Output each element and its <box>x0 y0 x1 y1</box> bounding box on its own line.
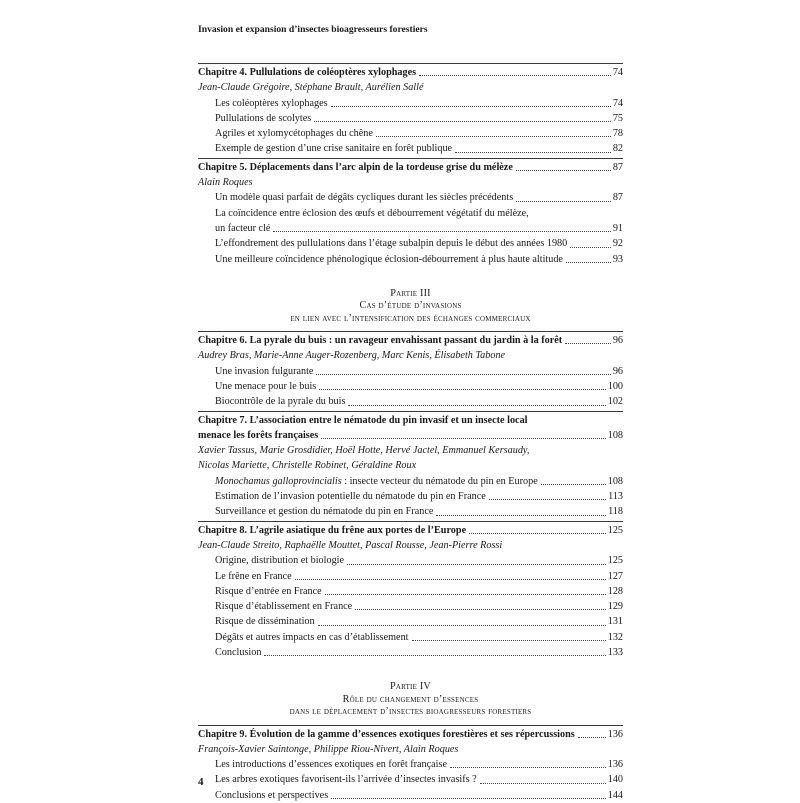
chapter-6 <box>198 331 623 409</box>
toc-entry[interactable] <box>198 599 623 614</box>
toc-entry-page: 136 <box>607 759 623 771</box>
toc-entry-title: Une menace pour le buis <box>215 380 317 392</box>
toc-entry-page: 128 <box>607 585 623 597</box>
toc-entry-title: Le frêne en France <box>215 570 292 582</box>
leader-dots <box>264 655 605 656</box>
running-head: Invasion et expansion d’insectes bioagresseurs forestiers <box>198 24 428 35</box>
toc-entry-title-rest: : insecte vecteur du nématode du pin en Europe <box>341 475 538 487</box>
toc-entry[interactable] <box>198 645 623 660</box>
page-number: 4 <box>198 776 204 788</box>
toc-entry[interactable] <box>198 141 623 156</box>
toc-entry-page: 131 <box>607 616 623 628</box>
toc-entry-title: Surveillance et gestion du nématode du pin en France <box>215 506 434 518</box>
chapter-9 <box>198 725 623 803</box>
leader-dots <box>316 374 610 375</box>
chapter-9-title: Chapitre 9. Évolution de la gamme d’essences exotiques forestières et ses répercussions <box>198 728 575 740</box>
chapter-7-title-line-2: menace les forêts françaises <box>198 429 319 441</box>
leader-dots <box>480 783 606 784</box>
toc-entry[interactable] <box>198 364 623 379</box>
chapter-7-title-line[interactable] <box>198 428 623 443</box>
toc-entry-title: Conclusion <box>215 647 262 659</box>
toc-entry-title: Pullulations de scolytes <box>215 112 312 124</box>
leader-dots <box>331 798 606 799</box>
chapter-7-title-line-1[interactable]: Chapitre 7. L’association entre le nématode du pin invasif et un insecte local <box>198 414 528 426</box>
toc-entry-title: Dégâts et autres impacts en cas d’établissement <box>215 631 409 643</box>
toc-entry-page: 74 <box>612 97 623 109</box>
toc-entry-page: 129 <box>607 601 623 613</box>
leader-dots <box>331 106 611 107</box>
toc-entry[interactable] <box>198 630 623 645</box>
chapter-5 <box>198 158 623 267</box>
toc-entry-page: 100 <box>607 380 623 392</box>
toc-entry-title: Biocontrôle de la pyrale du buis <box>215 396 346 408</box>
toc-entry[interactable] <box>198 111 623 126</box>
chapter-6-authors: Audrey Bras, Marie-Anne Auger-Rozenberg, Marc Kenis, Élisabeth Tabone <box>198 350 506 362</box>
toc-entry[interactable] <box>198 504 623 519</box>
toc-entry-page: 82 <box>612 143 623 155</box>
leader-dots <box>321 438 605 439</box>
toc-entry-page: 133 <box>607 647 623 659</box>
leader-dots <box>516 201 611 202</box>
part-3-heading <box>198 288 623 325</box>
toc-entry-title: Une invasion fulgurante <box>215 365 314 377</box>
chapter-7-page: 108 <box>607 429 623 441</box>
leader-dots <box>565 343 611 344</box>
leader-dots <box>319 389 605 390</box>
toc-entry-page: 91 <box>612 222 623 234</box>
part-3-label: Partie III <box>390 287 431 299</box>
toc-entry-first-line[interactable] <box>198 206 623 221</box>
toc-entry-title: Les arbres exotiques favorisent-ils l’arrivée d’insectes invasifs ? <box>215 774 477 786</box>
leader-dots <box>355 609 606 610</box>
leader-dots <box>273 231 610 232</box>
toc-entry-page: 113 <box>608 491 623 503</box>
leader-dots <box>376 136 611 137</box>
leader-dots <box>566 262 611 263</box>
toc-entry[interactable] <box>198 489 623 504</box>
toc-entry-page: 96 <box>612 365 623 377</box>
part-3-title-line-1: Cas d’étude d’invasions <box>359 300 462 312</box>
toc-entry-title-line-2: un facteur clé <box>215 222 271 234</box>
toc-entry[interactable] <box>198 757 623 772</box>
chapter-8-page: 125 <box>607 524 623 536</box>
leader-dots <box>469 533 606 534</box>
toc-entry[interactable] <box>198 614 623 629</box>
leader-dots <box>325 594 606 595</box>
chapter-5-authors: Alain Roques <box>198 177 253 189</box>
toc-entry-title: Agriles et xylomycétophages du chêne <box>215 128 373 140</box>
toc-entry-page: 87 <box>612 192 623 204</box>
toc-entry-title: Risque d’établissement en France <box>215 601 353 613</box>
toc-entry-title: Risque de dissémination <box>215 616 315 628</box>
chapter-5-page: 87 <box>612 161 623 173</box>
toc-entry[interactable] <box>198 190 623 205</box>
toc-entry-page: 93 <box>612 253 623 265</box>
toc-entry-title: Les coléoptères xylophages <box>215 97 328 109</box>
chapter-9-page: 136 <box>607 728 623 740</box>
chapter-9-authors: François-Xavier Saintonge, Philippe Riou-Nivert, Alain Roques <box>198 743 459 755</box>
toc-entry[interactable] <box>198 394 623 409</box>
part-4-heading <box>198 681 623 718</box>
chapter-8-authors: Jean-Claude Streito, Raphaëlle Mouttet, Pascal Rousse, Jean-Pierre Rossi <box>198 539 503 551</box>
toc-entry-title: Un modèle quasi parfait de dégâts cycliques durant les siècles précédents <box>215 192 514 204</box>
leader-dots <box>412 640 606 641</box>
toc-entry-page: 118 <box>608 506 623 518</box>
toc-entry-page: 78 <box>612 128 623 140</box>
leader-dots <box>450 767 606 768</box>
leader-dots <box>489 499 606 500</box>
chapter-4-authors: Jean-Claude Grégoire, Stéphane Brault, Aurélien Sallé <box>198 82 424 94</box>
chapter-7-authors-line-1: Xavier Tassus, Marie Grosdidier, Hoël Hotte, Hervé Jactel, Emmanuel Kersaudy, <box>198 445 530 457</box>
chapter-6-title-line[interactable] <box>198 333 623 348</box>
toc-entry-page: 102 <box>607 396 623 408</box>
part-3-title-line-2: en lien avec l’intensification des échanges commerciaux <box>290 312 531 324</box>
chapter-8 <box>198 521 623 661</box>
toc-entry-page: 140 <box>607 774 623 786</box>
toc-entry[interactable] <box>198 584 623 599</box>
chapter-6-page: 96 <box>612 335 623 347</box>
toc-entry-title: Risque d’entrée en France <box>215 585 322 597</box>
chapter-4-title-line[interactable] <box>198 65 623 80</box>
chapter-7 <box>198 411 623 520</box>
leader-dots <box>318 625 606 626</box>
toc-entry[interactable] <box>198 126 623 141</box>
toc-entry-title: L’effondrement des pullulations dans l’étage subalpin depuis le début des années 1980 <box>215 238 568 250</box>
leader-dots <box>295 579 606 580</box>
toc-entry-page: 75 <box>612 112 623 124</box>
toc-entry[interactable] <box>198 569 623 584</box>
chapter-4-title: Chapitre 4. Pullulations de coléoptères xylophages <box>198 67 417 78</box>
chapter-5-title-line[interactable] <box>198 160 623 175</box>
toc-entry-title-line-1: La coïncidence entre éclosion des œufs et débourrement végétatif du mélèze, <box>215 207 529 219</box>
leader-dots <box>347 564 606 565</box>
chapter-8-title-line[interactable] <box>198 523 623 538</box>
toc-entry[interactable] <box>198 772 623 787</box>
leader-dots <box>314 121 611 122</box>
toc-entry-page: 108 <box>607 475 623 487</box>
toc-entry-title: Origine, distribution et biologie <box>215 555 345 567</box>
leader-dots <box>455 152 611 153</box>
toc-entry-page: 92 <box>612 238 623 250</box>
toc-entry-page: 125 <box>607 555 623 567</box>
leader-dots <box>348 405 605 406</box>
chapter-9-title-line[interactable] <box>198 727 623 742</box>
toc-entry[interactable] <box>198 788 623 803</box>
leader-dots <box>541 484 606 485</box>
part-4-title-line-1: Rôle du changement d’essences <box>342 693 479 705</box>
toc-entry[interactable] <box>198 96 623 111</box>
toc-entry-page: 132 <box>607 631 623 643</box>
chapter-4-page: 74 <box>612 67 623 78</box>
toc-entry-title: Exemple de gestion d’une crise sanitaire en forêt publique <box>215 143 453 155</box>
toc-entry-page: 127 <box>607 570 623 582</box>
part-4-title-line-2: dans le déplacement d’insectes bioagresseurs forestiers <box>289 706 532 718</box>
toc-entry[interactable] <box>198 379 623 394</box>
chapter-5-title: Chapitre 5. Déplacements dans l’arc alpin de la tordeuse grise du mélèze <box>198 161 513 173</box>
toc-entry[interactable] <box>198 221 623 236</box>
toc-entry-page: 144 <box>607 789 623 801</box>
toc-entry-title: Une meilleure coïncidence phénologique éclosion-débourrement à plus haute altitude <box>215 253 563 265</box>
toc-entry-title <box>215 474 538 489</box>
leader-dots <box>570 247 611 248</box>
toc-entry[interactable] <box>198 236 623 251</box>
species-name: Monochamus galloprovincialis <box>215 475 342 487</box>
leader-dots <box>578 737 606 738</box>
toc-entry[interactable] <box>198 553 623 568</box>
leader-dots <box>436 515 606 516</box>
chapter-7-authors-line-2: Nicolas Mariette, Christelle Robinet, Géraldine Roux <box>198 460 417 472</box>
chapter-4 <box>198 63 623 157</box>
leader-dots <box>419 75 611 76</box>
table-of-contents <box>198 63 623 803</box>
chapter-6-title: Chapitre 6. La pyrale du buis : un ravageur envahissant passant du jardin à la forêt <box>198 335 563 347</box>
chapter-8-title: Chapitre 8. L’agrile asiatique du frêne aux portes de l’Europe <box>198 524 467 536</box>
toc-entry[interactable] <box>198 474 623 489</box>
toc-entry-title: Estimation de l’invasion potentielle du nématode du pin en France <box>215 491 486 503</box>
toc-entry-title: Conclusions et perspectives <box>215 789 329 801</box>
leader-dots <box>516 170 611 171</box>
toc-entry[interactable] <box>198 252 623 267</box>
part-4-label: Partie IV <box>390 681 431 693</box>
toc-entry-title: Les introductions d’essences exotiques en forêt française <box>215 759 447 771</box>
